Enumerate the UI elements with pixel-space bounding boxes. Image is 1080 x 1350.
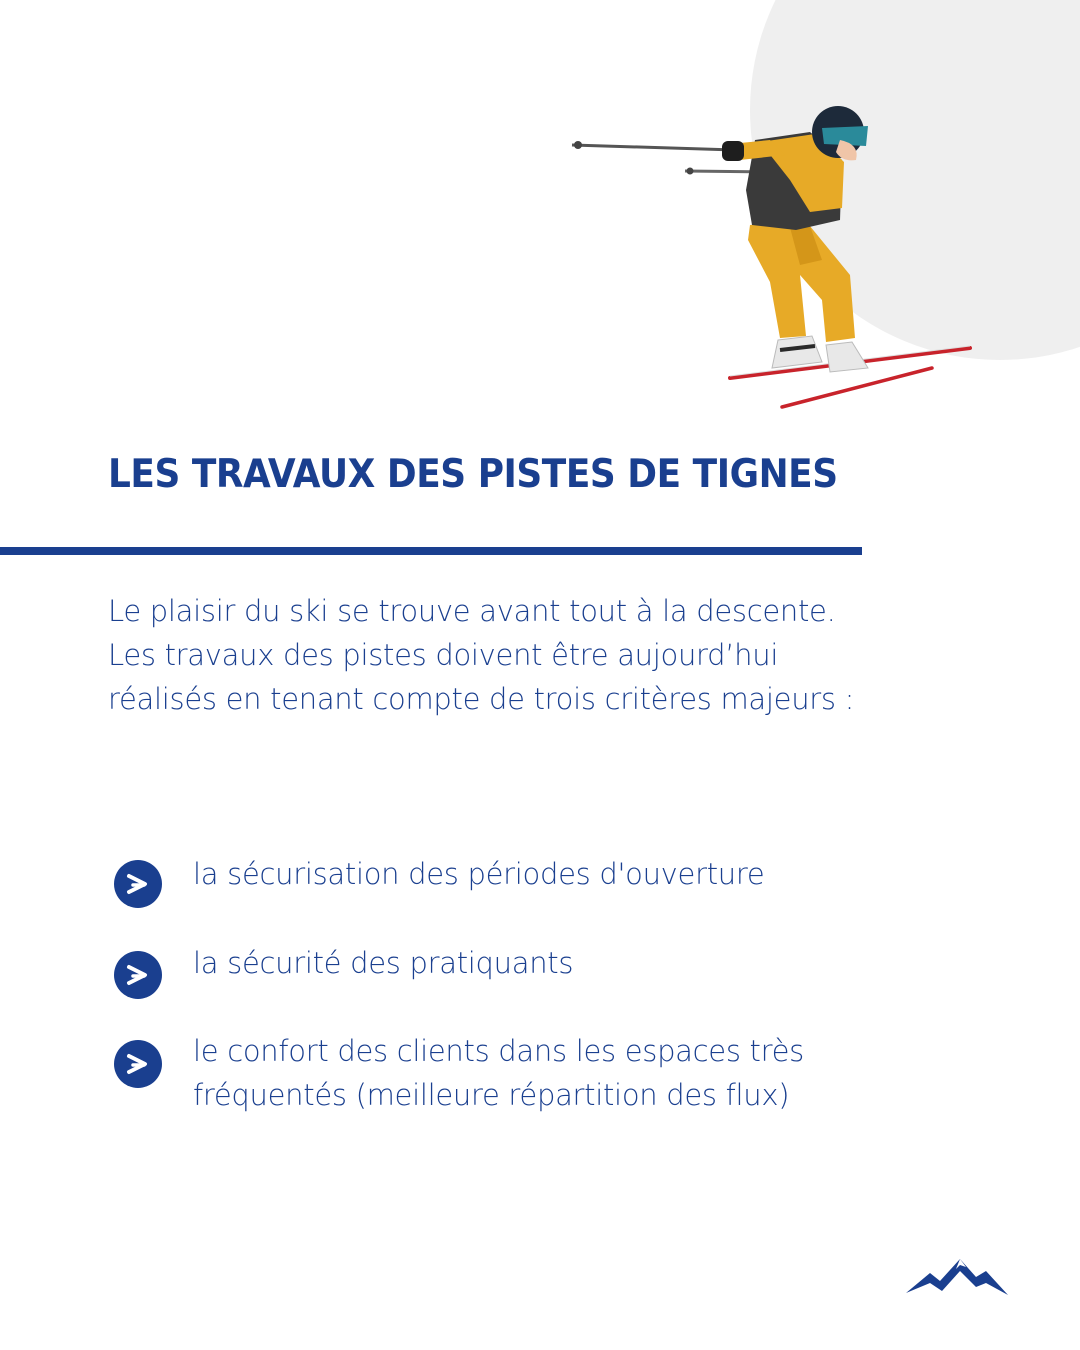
list-item-text: la sécurité des pratiquants [193, 946, 574, 980]
arrow-right-icon [114, 860, 162, 908]
intro-paragraph: Le plaisir du ski se trouve avant tout à la descente. Les travaux des pistes doivent être aujourd’hui réalisés en tenant compte de trois critères majeurs : [108, 594, 855, 716]
list-item-text: la sécurisation des périodes d'ouverture [193, 857, 765, 891]
arrow-right-icon [114, 1040, 162, 1088]
list-item-text: le confort des clients dans les espaces très fréquentés (meilleure répartition des flux) [193, 1034, 804, 1112]
arrow-right-icon [114, 951, 162, 999]
title-divider [0, 547, 862, 555]
skier-photo [560, 100, 980, 420]
mountain-logo-icon [902, 1255, 1012, 1303]
page-title: LES TRAVAUX DES PISTES DE TIGNES [108, 452, 838, 497]
